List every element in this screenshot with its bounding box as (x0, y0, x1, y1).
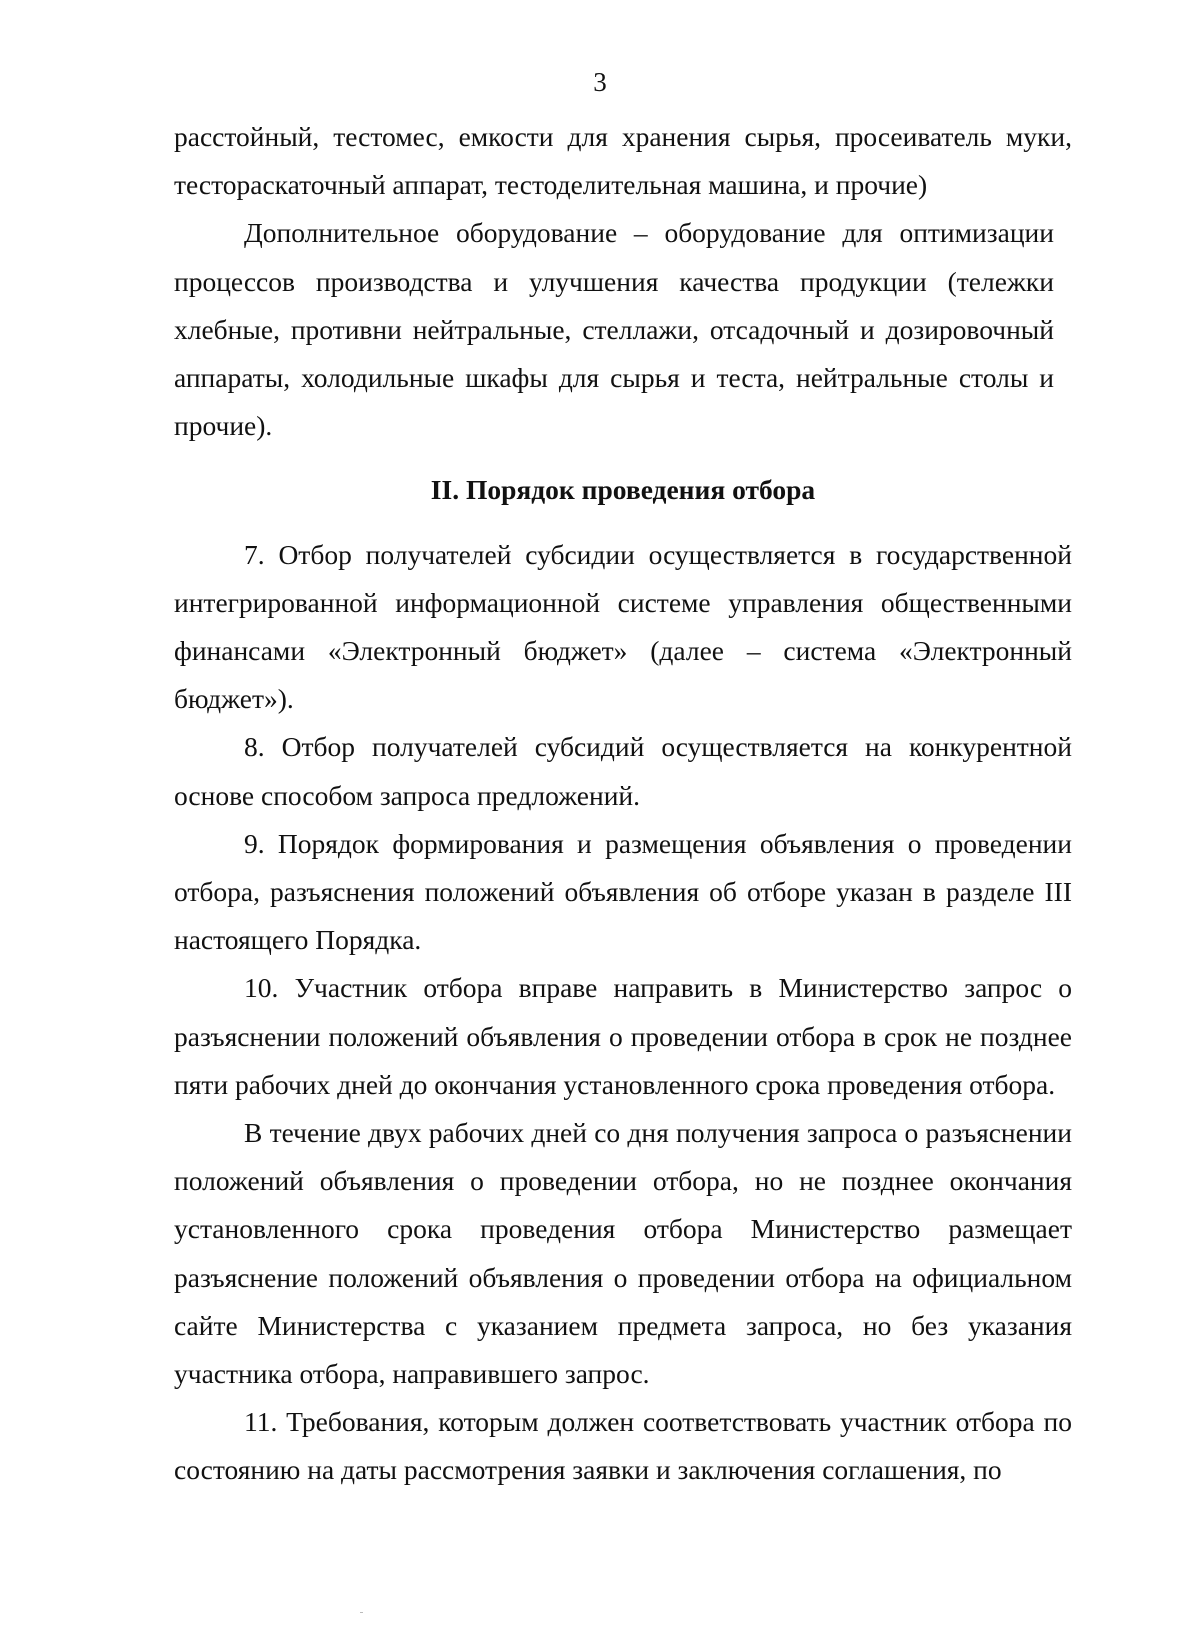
paragraph-clarification-deadline: В течение двух рабочих дней со дня получения запроса о разъяснении положений объявления о проведении отбора, но не позднее окончания установленного срока проведения отбора Министерство размещает разъяснение положений объявления о проведении отбора на официальном сайте Министерства с указанием предмета запроса, но без указания участника отбора, направившего запрос. (174, 1117, 1072, 1390)
paragraph-item-7: 7. Отбор получателей субсидии осуществляется в государственной интегрированной информационной системе управления общественными финансами «Электронный бюджет» (далее – система «Электронный бюджет»). (174, 538, 1072, 715)
scan-artifact (360, 1612, 363, 1613)
page-number: 3 (593, 67, 607, 97)
paragraph-item-11: 11. Требования, которым должен соответствовать участник отбора по состоянию на даты рассмотрения заявки и заключения соглашения, по (174, 1406, 1072, 1486)
section-heading: II. Порядок проведения отбора (430, 474, 816, 506)
paragraph-continuation: расстойный, тестомес, емкости для хранения сырья, просеиватель муки, тестораскаточный аппарат, тестоделительная машина, и прочие) (174, 121, 1072, 201)
document-body (174, 113, 1072, 1495)
paragraph-item-8: 8. Отбор получателей субсидий осуществляется на конкурентной основе способом запроса предложений. (174, 731, 1072, 811)
paragraph-additional-equipment: Дополнительное оборудование – оборудование для оптимизации процессов производства и улучшения качества продукции (тележки хлебные, противни нейтральные, стеллажи, отсадочный и дозировочный аппараты, холодильные шкафы для сырья и теста, нейтральные столы и прочие). (174, 217, 1054, 442)
paragraph-item-9: 9. Порядок формирования и размещения объявления о проведении отбора, разъяснения положений объявления об отборе указан в разделе III настоящего Порядка. (174, 827, 1072, 956)
paragraph-item-10: 10. Участник отбора вправе направить в Министерство запрос о разъяснении положений объявления о проведении отбора в срок не позднее пяти рабочих дней до окончания установленного срока проведения отбора. (174, 972, 1072, 1100)
